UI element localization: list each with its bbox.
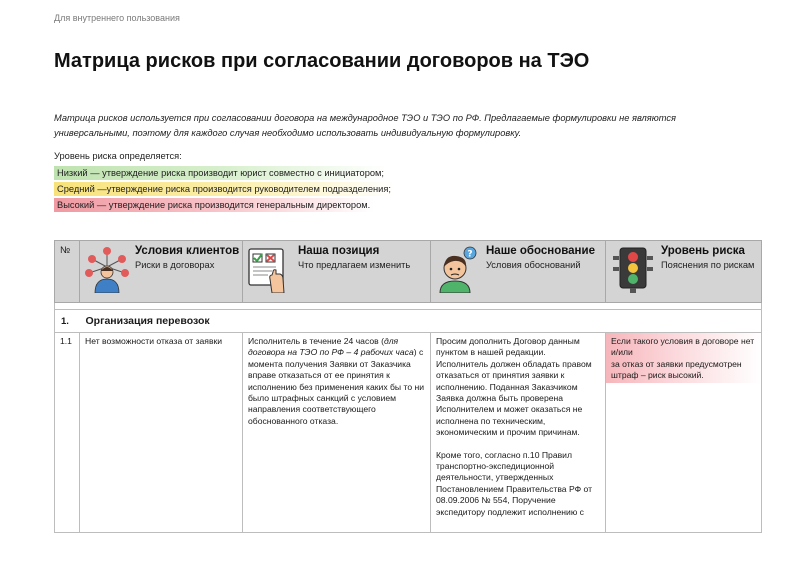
table-header-row <box>55 241 762 303</box>
thinking-person-icon <box>434 245 482 293</box>
justification-paragraph: Кроме того, согласно п.10 Правил транспортно-экспедиционной деятельности, утвержденных Постановлением Правительства РФ от 08.09.2006 № 554, Поручение экспедитору подлежит исполнению с <box>436 449 593 517</box>
header-title: Наше обоснование <box>486 245 595 257</box>
risk-level-high: Высокий — утверждение риска производится генеральным директором. <box>54 198 374 212</box>
svg-text:?: ? <box>467 249 473 260</box>
justification-cell <box>431 333 606 533</box>
section-title: Организация перевозок <box>80 310 762 333</box>
header-subtitle: Пояснения по рискам <box>661 260 755 270</box>
section-row <box>55 310 762 333</box>
position-text: ) с момента получения Заявки от Заказчика вправе отказаться от ее принятия к исполнению без применения каких бы то ни было штрафных санкций с условием направления соответствующего обоснованного отказа. <box>248 347 425 426</box>
table-row <box>55 333 762 533</box>
risk-levels-heading: Уровень риска определяется: <box>54 151 182 161</box>
people-network-icon <box>83 245 131 293</box>
header-number: № <box>55 241 80 303</box>
header-risk-level <box>606 241 762 303</box>
header-title: Уровень риска <box>661 245 745 257</box>
header-client-conditions <box>80 241 243 303</box>
position-text: Исполнитель в течение 24 часов ( <box>248 336 384 346</box>
our-position-cell <box>243 333 431 533</box>
row-number: 1.1 <box>55 333 80 533</box>
table-spacer-row <box>55 303 762 310</box>
watermark-label: Для внутреннего пользования <box>54 13 180 23</box>
risk-level-medium: Средний —утверждение риска производится руководителем подразделения; <box>54 182 395 196</box>
header-subtitle: Условия обоснований <box>486 260 581 270</box>
header-subtitle: Что предлагаем изменить <box>298 260 411 270</box>
risk-level-low: Низкий — утверждение риска производит юрист совместно с инициатором; <box>54 166 388 180</box>
client-condition-cell: Нет возможности отказа от заявки <box>80 333 243 533</box>
traffic-light-icon <box>609 245 657 293</box>
intro-paragraph: Матрица рисков используется при согласовании договора на международное ТЭО и ТЭО по РФ. Предлагаемые формулировки не являются универсальными, поэтому для каждого случая необходимо использовать индивидуальную формулировку. <box>54 113 676 138</box>
justification-paragraph: Просим дополнить Договор данным пунктом в нашей редакции. Исполнитель должен обладать правом отказаться от принятия заявки к исполнению. Поданная Заказчиком Заявка должна быть проверена Исполнителем и может оказаться не исполнена по техническим, экономическим и прочим причинам. <box>436 336 592 438</box>
header-subtitle: Риски в договорах <box>135 260 215 270</box>
section-number: 1. <box>55 310 80 333</box>
checklist-hand-icon <box>246 245 294 293</box>
header-our-position <box>243 241 431 303</box>
risk-highlight <box>606 333 761 383</box>
page-title: Матрица рисков при согласовании договоров на ТЭО <box>54 50 590 72</box>
risk-text: за отказ от заявки предусмотрен штраф – риск высокий. <box>611 358 742 381</box>
risk-text: Если такого условия в договоре нет и/или <box>611 336 755 358</box>
risk-matrix-table <box>54 240 762 533</box>
position-note: для договора на ТЭО по РФ – 4 рабочих часа <box>248 336 414 358</box>
risk-level-cell <box>606 333 762 533</box>
header-our-justification <box>431 241 606 303</box>
header-title: Наша позиция <box>298 245 380 257</box>
header-title: Условия клиентов <box>135 245 240 257</box>
